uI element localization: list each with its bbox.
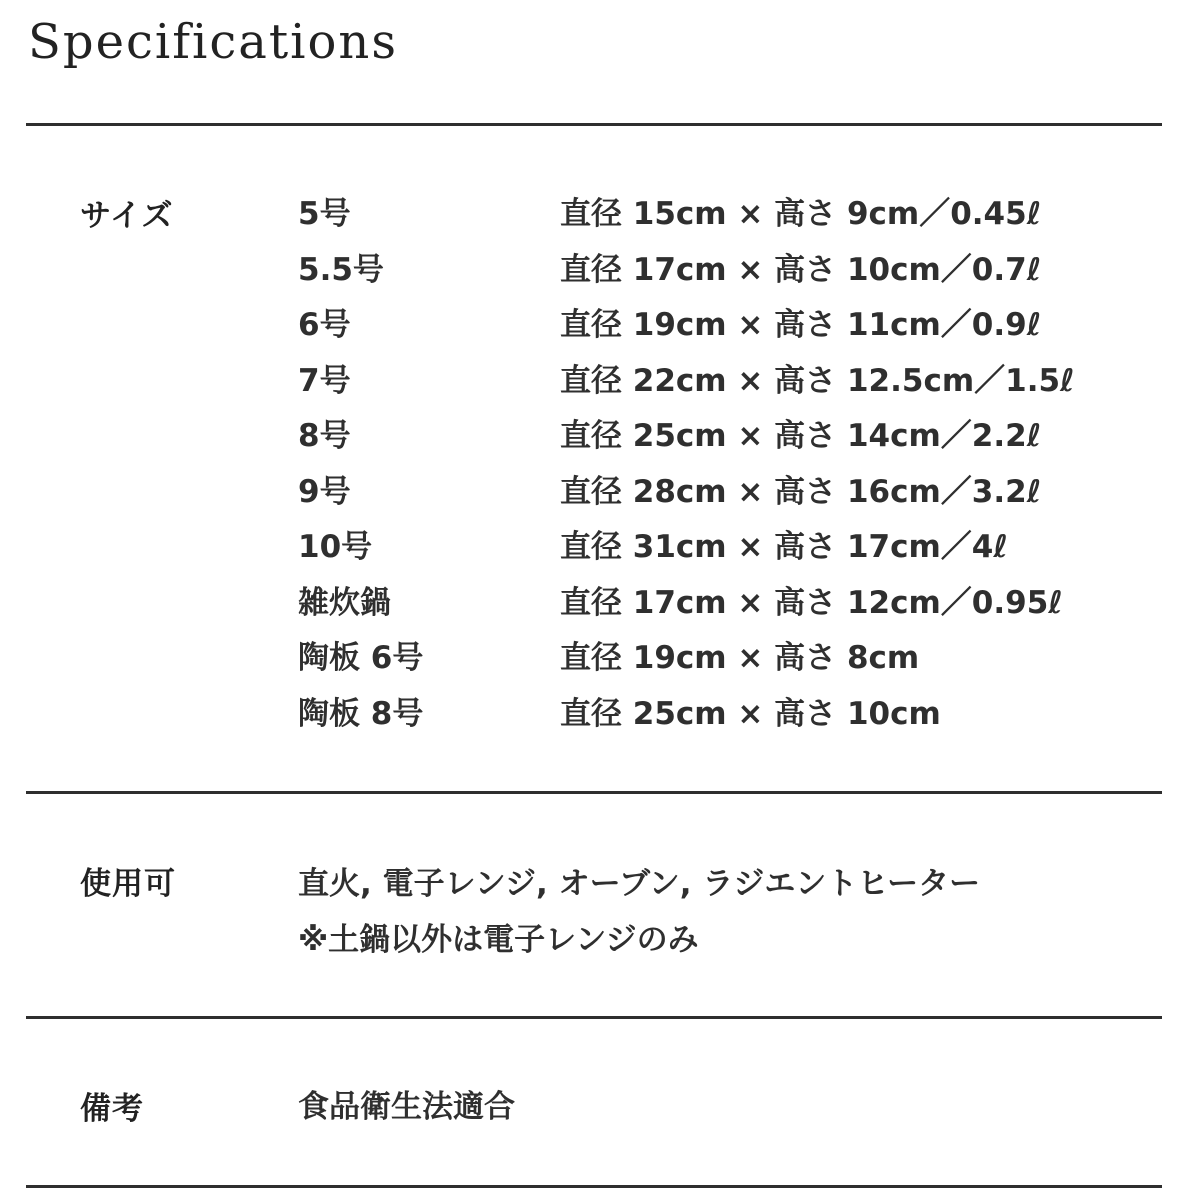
size-row: [298, 354, 1075, 410]
divider-after-usage: [26, 1016, 1162, 1019]
size-spec: 直径 19cm × 高さ 11cm／0.9ℓ: [560, 307, 1042, 343]
size-list: [298, 187, 1075, 742]
size-name: 6号: [298, 307, 351, 343]
size-row: [298, 631, 1075, 687]
usage-line: 直火, 電子レンジ, オーブン, ラジエントヒーター: [298, 866, 981, 902]
size-spec: 直径 15cm × 高さ 9cm／0.45ℓ: [560, 196, 1042, 232]
usage-note: ※土鍋以外は電子レンジのみ: [298, 922, 699, 958]
size-name: 陶板 6号: [298, 640, 424, 676]
divider-after-sizes: [26, 791, 1162, 794]
size-row: [298, 409, 1075, 465]
size-name: 陶板 8号: [298, 695, 424, 732]
page-title: Specifications: [28, 14, 398, 70]
size-section-label: サイズ: [80, 198, 174, 234]
size-row: [298, 465, 1075, 521]
size-row: [298, 687, 1075, 743]
divider-top: [26, 123, 1162, 126]
size-spec: 直径 31cm × 高さ 17cm／4ℓ: [560, 529, 1008, 565]
size-spec: 直径 17cm × 高さ 12cm／0.95ℓ: [560, 584, 1063, 621]
size-row: [298, 298, 1075, 354]
size-name: 9号: [298, 473, 351, 510]
usage-text: [298, 856, 980, 968]
size-spec: 直径 25cm × 高さ 14cm／2.2ℓ: [560, 418, 1042, 454]
size-spec: 直径 28cm × 高さ 16cm／3.2ℓ: [560, 473, 1042, 510]
notes-text: 食品衛生法適合: [298, 1089, 515, 1125]
size-spec: 直径 25cm × 高さ 10cm: [560, 695, 941, 732]
divider-bottom: [26, 1185, 1162, 1188]
notes-section-label: 備考: [80, 1091, 144, 1127]
size-name: 雑炊鍋: [298, 584, 391, 621]
size-row: [298, 243, 1075, 299]
size-name: 5.5号: [298, 251, 384, 288]
size-spec: 直径 17cm × 高さ 10cm／0.7ℓ: [560, 251, 1042, 288]
size-spec: 直径 22cm × 高さ 12.5cm／1.5ℓ: [560, 362, 1075, 399]
size-spec: 直径 19cm × 高さ 8cm: [560, 640, 920, 676]
size-name: 8号: [298, 418, 351, 454]
size-row: [298, 576, 1075, 632]
size-row: [298, 187, 1075, 243]
usage-section-label: 使用可: [80, 866, 176, 902]
size-name: 5号: [298, 196, 351, 232]
size-row: [298, 520, 1075, 576]
size-name: 7号: [298, 362, 351, 399]
size-name: 10号: [298, 529, 373, 565]
